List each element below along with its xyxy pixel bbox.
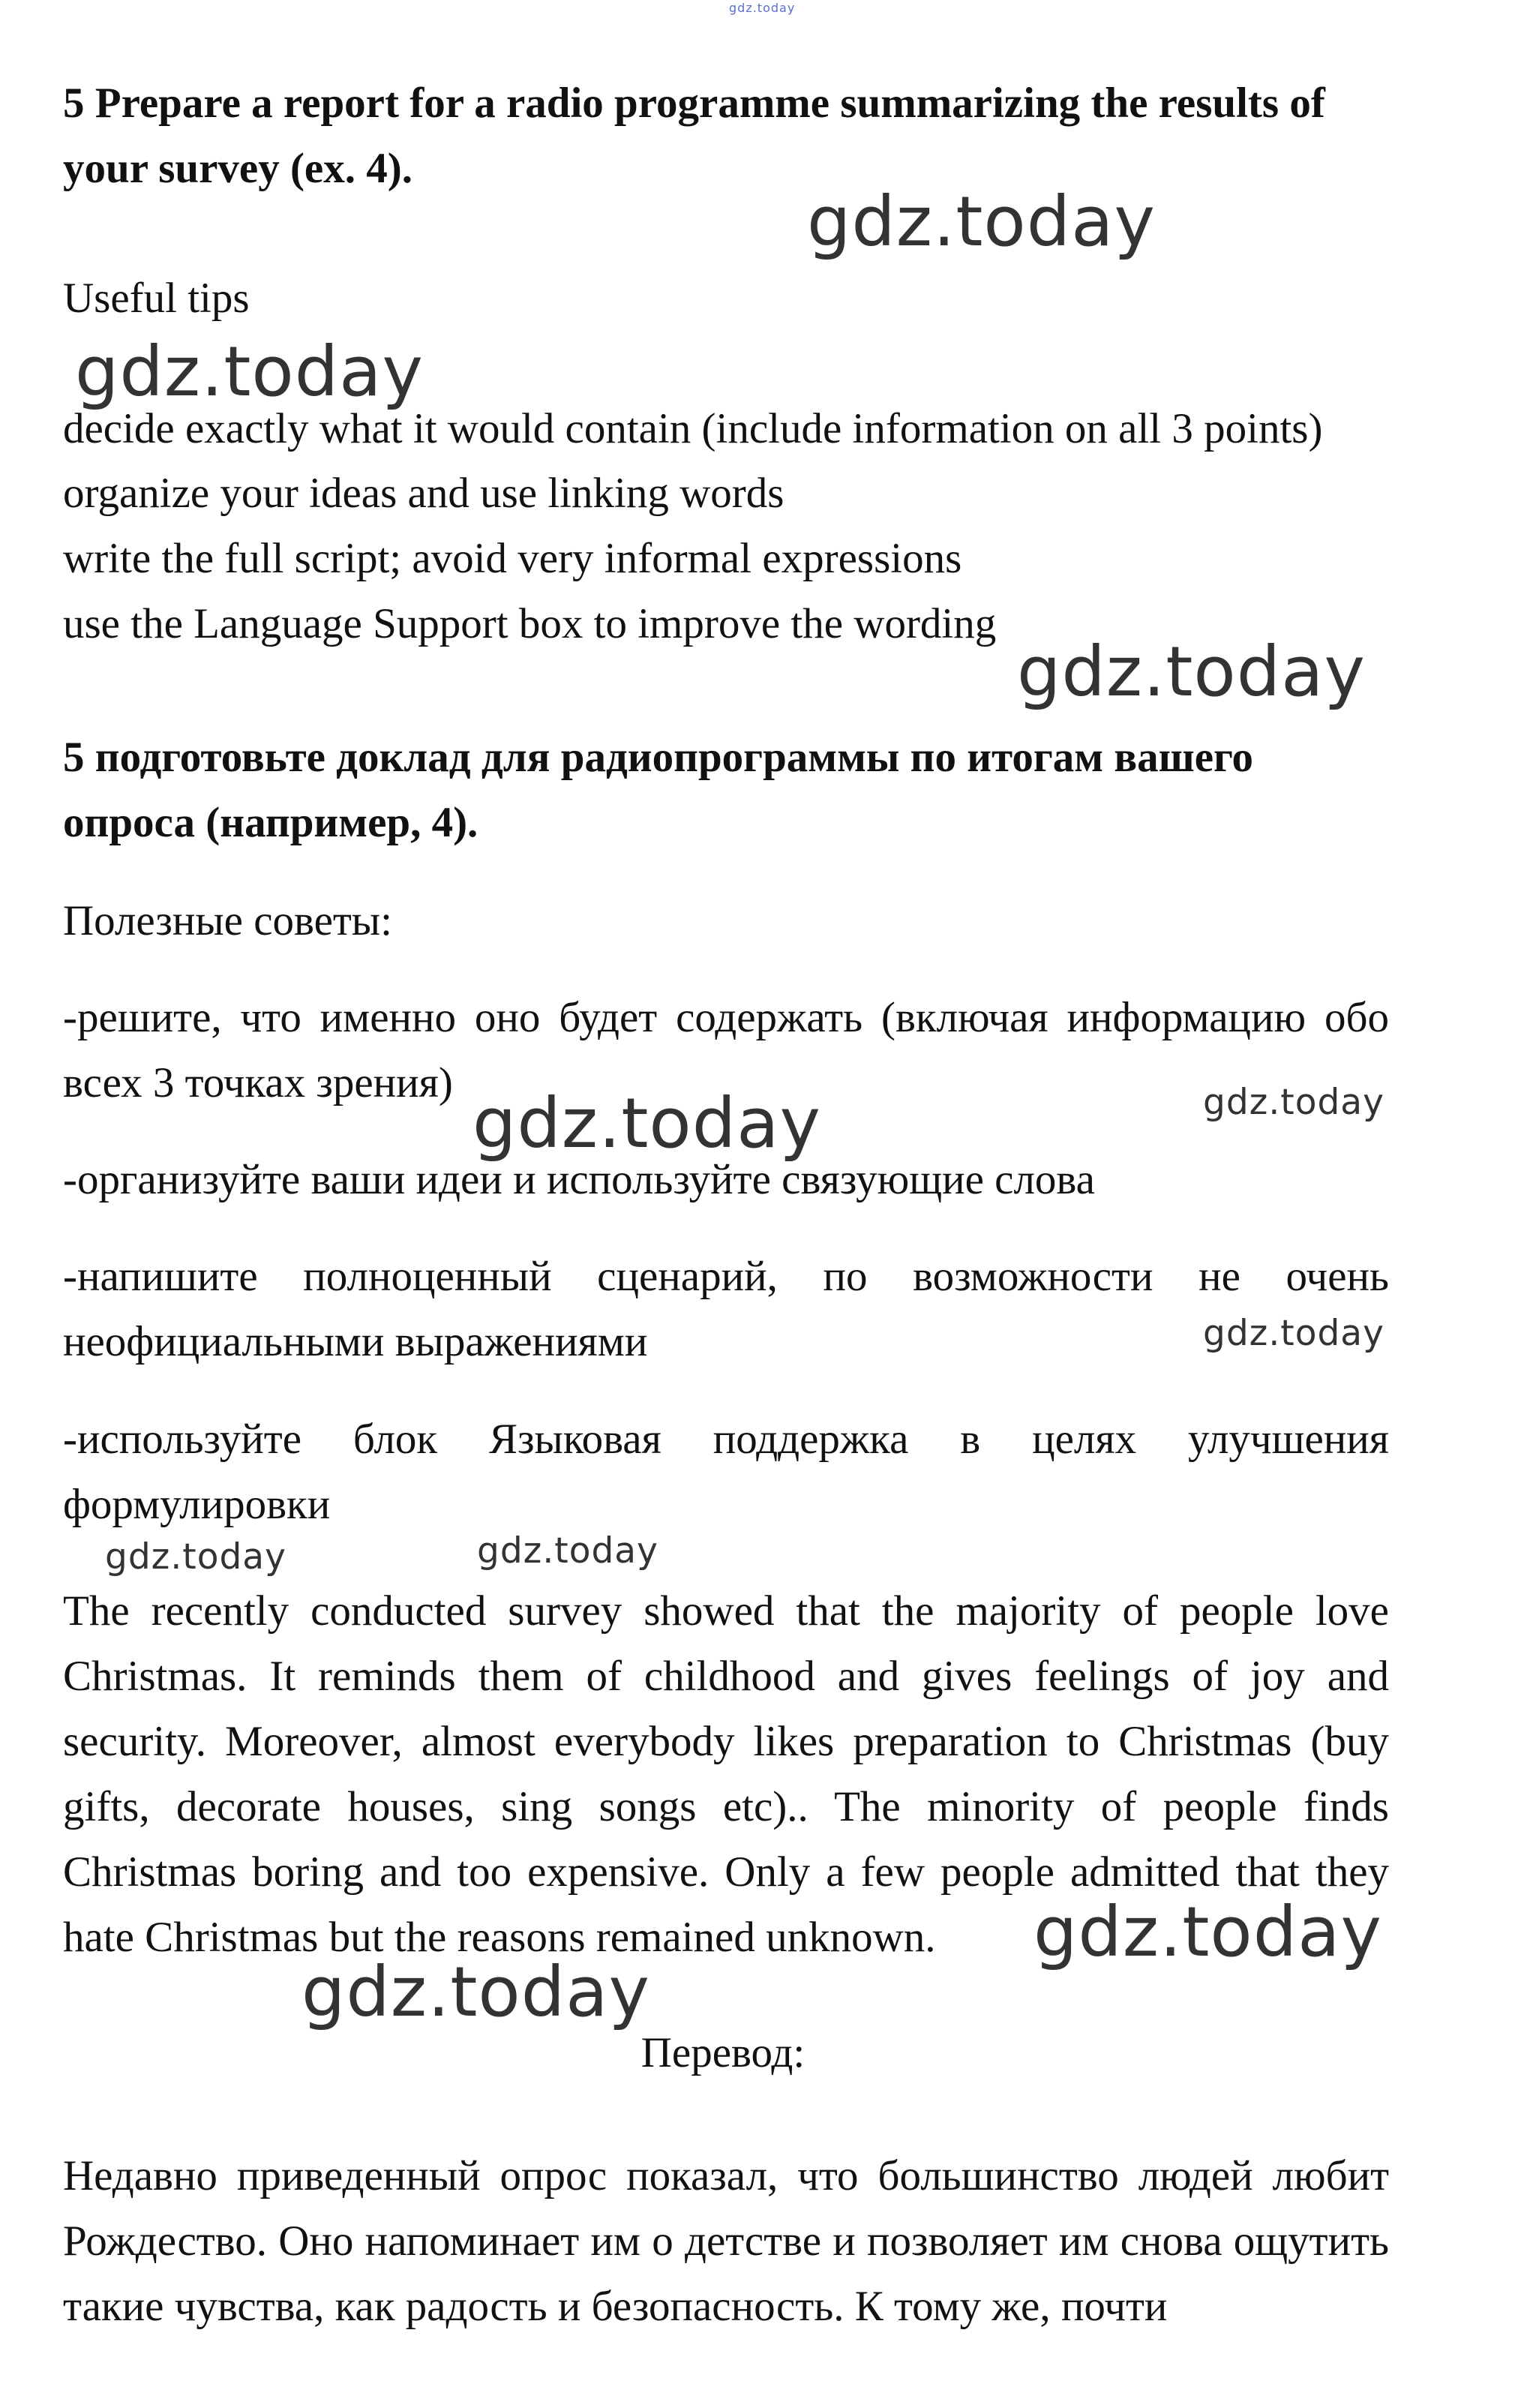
watermark: gdz.today [1034, 1892, 1382, 1972]
tip-item-ru: -используйте блок Языковая поддержка в целях улучшения формулировки [63, 1416, 1389, 1528]
tip-item-en: organize your ideas and use linking words [63, 470, 784, 517]
tip-item-ru: -напишите полноценный сценарий, по возможности не очень неофициальными выражениями [63, 1253, 1389, 1365]
watermark: gdz.today [1203, 1082, 1384, 1123]
tips-title-ru: Полезные советы: [63, 897, 392, 944]
exercise-heading-ru: 5 подготовьте доклад для радиопрограммы по итогам вашего опроса (например, 4). [63, 734, 1253, 846]
answer-text-en: The recently conducted survey showed that the majority of people love Christmas. It reminds them of childhood and gives feelings of joy and security. Moreover, almost everybody likes preparation to Christmas (buy gifts, decorate houses, sing songs etc).. The minority of people finds Christmas boring and too expensive. Only a few people admitted that they hate Christmas but the reasons remained unknown. [63, 1587, 1389, 1961]
watermark: gdz.today [302, 1952, 650, 2032]
watermark: gdz.today [75, 332, 424, 412]
exercise-heading-en: 5 Prepare a report for a radio programme summarizing the results of your survey (ex. 4). [63, 80, 1325, 192]
watermark: gdz.today [1203, 1313, 1384, 1354]
translation-label: Перевод: [640, 2029, 806, 2076]
tip-item-ru: -организуйте ваши идеи и используйте связующие слова [63, 1156, 1095, 1203]
tip-item-en: write the full script; avoid very informal expressions [63, 535, 962, 582]
tip-item-en: decide exactly what it would contain (include information on all 3 points) [63, 405, 1323, 452]
tip-item-en: use the Language Support box to improve the wording [63, 600, 997, 647]
answer-text-ru: Недавно приведенный опрос показал, что большинство людей любит Рождество. Оно напоминает им о детстве и позволяет им снова ощутить такие чувства, как радость и безопасность. К тому же, почти [63, 2152, 1389, 2330]
watermark: gdz.today [105, 1536, 286, 1578]
watermark: gdz.today [807, 182, 1156, 262]
watermark: gdz.today [472, 1083, 821, 1163]
watermark: gdz.today [1017, 632, 1366, 712]
watermark: gdz.today [477, 1530, 658, 1572]
header-watermark: gdz.today [729, 1, 796, 15]
tips-title-en: Useful tips [63, 275, 250, 322]
tip-item-ru: -решите, что именно оно будет содержать (включая информацию обо всех 3 точках зрения) [63, 994, 1389, 1106]
